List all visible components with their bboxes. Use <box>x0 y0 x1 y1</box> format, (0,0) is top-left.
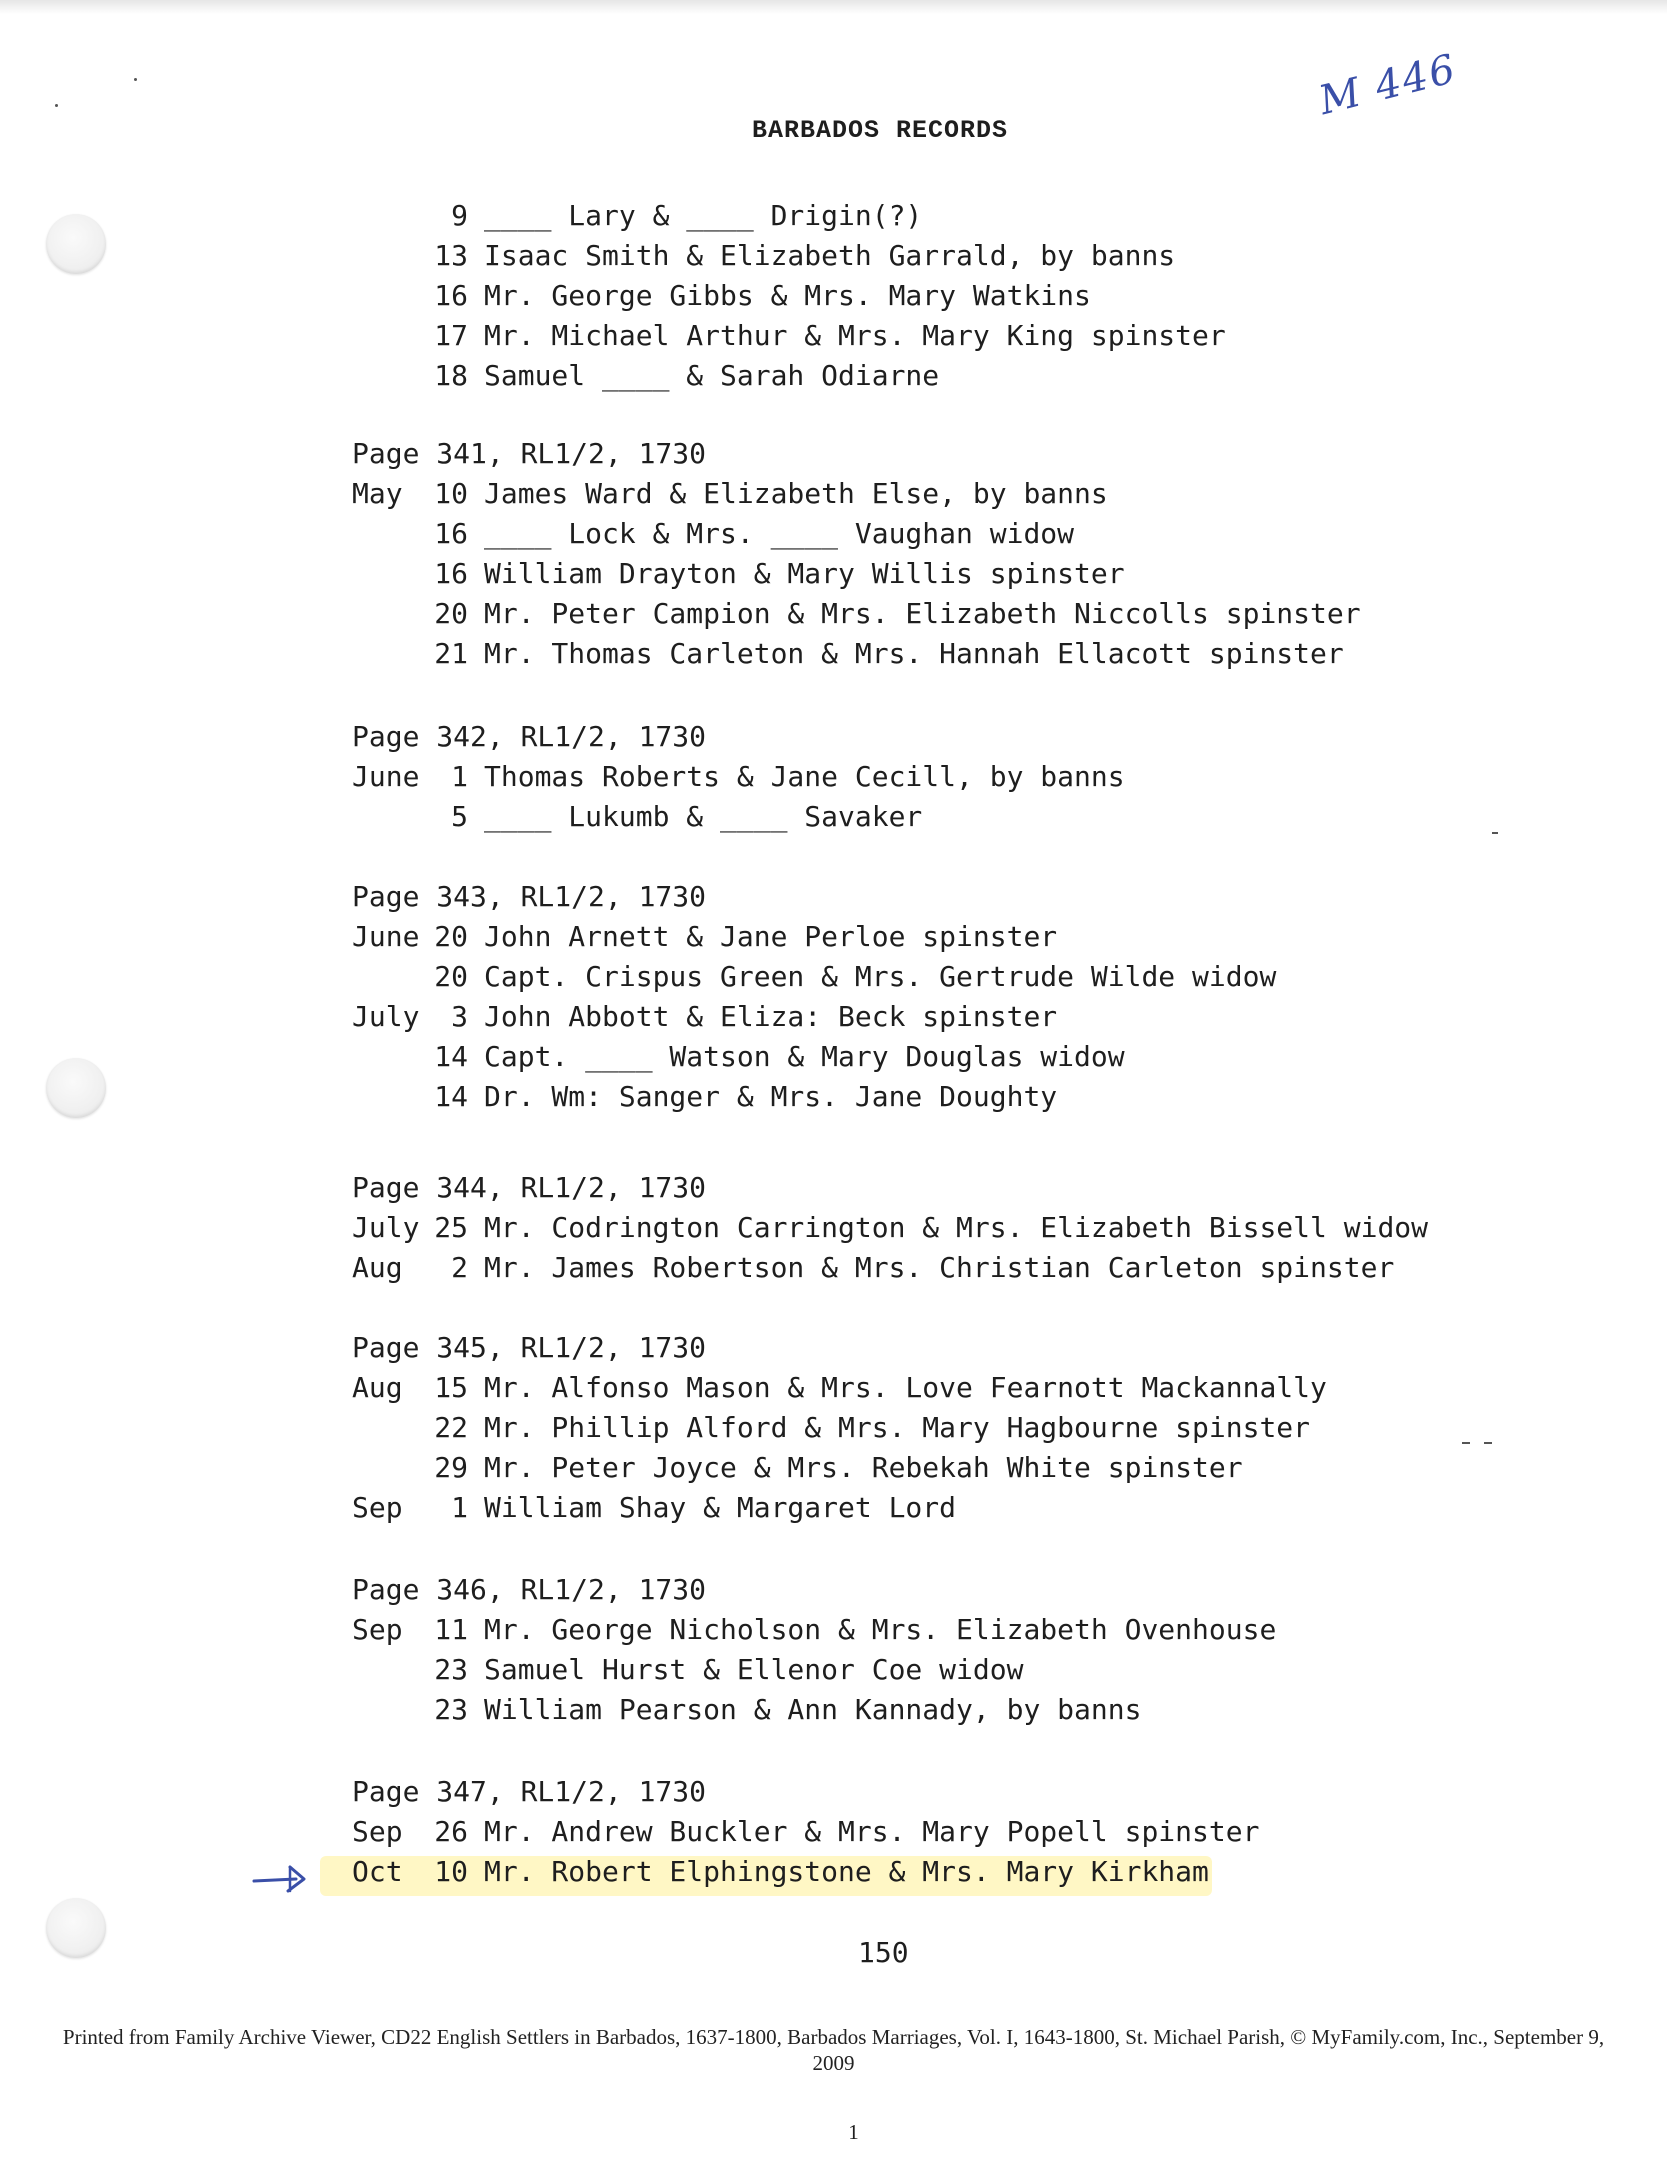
handwritten-arrow-icon <box>252 1863 312 1895</box>
entry-day: 1 <box>451 760 468 793</box>
entry-month: Aug <box>352 1371 403 1404</box>
entry-text: Mr. James Robertson & Mrs. Christian Carleton spinster <box>484 1251 1395 1284</box>
entry-text: Mr. Codrington Carrington & Mrs. Elizabeth Bissell widow <box>484 1211 1429 1244</box>
scan-speck <box>55 104 58 107</box>
entry-day: 16 <box>434 279 468 312</box>
entry-day: 2 <box>451 1251 468 1284</box>
entry-text: Dr. Wm: Sanger & Mrs. Jane Doughty <box>484 1080 1058 1113</box>
entry-text: Samuel ____ & Sarah Odiarne <box>484 359 940 392</box>
entry-day: 5 <box>451 800 468 833</box>
document-title: BARBADOS RECORDS <box>752 116 1009 145</box>
entry-month: May <box>352 477 403 510</box>
scan-speck <box>1462 1442 1470 1444</box>
entry-text: Capt. ____ Watson & Mary Douglas widow <box>484 1040 1125 1073</box>
entry-day: 14 <box>434 1040 468 1073</box>
entry-day: 17 <box>434 319 468 352</box>
entry-text: Capt. Crispus Green & Mrs. Gertrude Wilde widow <box>484 960 1277 993</box>
page-number: 150 <box>858 1936 909 1969</box>
entry-text: William Pearson & Ann Kannady, by banns <box>484 1693 1142 1726</box>
entry-month: June <box>352 920 420 953</box>
entry-day: 13 <box>434 239 468 272</box>
entry-day: 9 <box>451 199 468 232</box>
entry-text: John Abbott & Eliza: Beck spinster <box>484 1000 1058 1033</box>
scan-speck <box>1484 1442 1492 1444</box>
entry-day: 11 <box>434 1613 468 1646</box>
entry-month: Sep <box>352 1491 403 1524</box>
entry-text: ____ Lukumb & ____ Savaker <box>484 800 923 833</box>
entry-text: ____ Lary & ____ Drigin(?) <box>484 199 923 232</box>
entry-text: Mr. Alfonso Mason & Mrs. Love Fearnott Mackannally <box>484 1371 1327 1404</box>
page-section-header: Page 347, RL1/2, 1730 <box>352 1775 707 1808</box>
entry-day: 23 <box>434 1693 468 1726</box>
entry-day: 20 <box>434 960 468 993</box>
entry-day: 26 <box>434 1815 468 1848</box>
entry-text: Mr. George Gibbs & Mrs. Mary Watkins <box>484 279 1091 312</box>
page-section-header: Page 342, RL1/2, 1730 <box>352 720 707 753</box>
entry-month: Oct <box>352 1855 403 1888</box>
scan-speck <box>1492 832 1498 834</box>
print-footer: Printed from Family Archive Viewer, CD22 English Settlers in Barbados, 1637-1800, Barbados Marriages, Vol. I, 1643-1800, St. Michael Parish, © MyFamily.com, Inc., September 9, 2009 <box>62 2025 1605 2075</box>
scan-speck <box>134 78 137 81</box>
entry-day: 20 <box>434 920 468 953</box>
entry-text: Mr. Thomas Carleton & Mrs. Hannah Ellacott spinster <box>484 637 1344 670</box>
entry-text: Isaac Smith & Elizabeth Garrald, by banns <box>484 239 1176 272</box>
entry-month: Sep <box>352 1613 403 1646</box>
entry-text: Mr. George Nicholson & Mrs. Elizabeth Ovenhouse <box>484 1613 1277 1646</box>
entry-text: Mr. Peter Joyce & Mrs. Rebekah White spinster <box>484 1451 1243 1484</box>
entry-day: 25 <box>434 1211 468 1244</box>
entry-text: William Drayton & Mary Willis spinster <box>484 557 1125 590</box>
entry-text: Mr. Peter Campion & Mrs. Elizabeth Niccolls spinster <box>484 597 1361 630</box>
entry-text: James Ward & Elizabeth Else, by banns <box>484 477 1108 510</box>
entry-month: Sep <box>352 1815 403 1848</box>
binder-hole-top <box>46 214 106 274</box>
entry-day: 15 <box>434 1371 468 1404</box>
page-section-header: Page 341, RL1/2, 1730 <box>352 437 707 470</box>
print-page-number: 1 <box>848 2120 859 2144</box>
entry-day: 23 <box>434 1653 468 1686</box>
entry-day: 10 <box>434 477 468 510</box>
entry-text: Mr. Robert Elphingstone & Mrs. Mary Kirkham <box>484 1855 1209 1888</box>
entry-day: 21 <box>434 637 468 670</box>
entry-month: July <box>352 1000 420 1033</box>
binder-hole-middle <box>46 1058 106 1118</box>
scan-edge-shadow <box>0 0 1667 14</box>
entry-day: 3 <box>451 1000 468 1033</box>
entry-text: Mr. Michael Arthur & Mrs. Mary King spinster <box>484 319 1226 352</box>
page-section-header: Page 345, RL1/2, 1730 <box>352 1331 707 1364</box>
entry-month: July <box>352 1211 420 1244</box>
entry-text: Thomas Roberts & Jane Cecill, by banns <box>484 760 1125 793</box>
entry-text: Samuel Hurst & Ellenor Coe widow <box>484 1653 1024 1686</box>
entry-day: 10 <box>434 1855 468 1888</box>
entry-month: June <box>352 760 420 793</box>
page-section-header: Page 344, RL1/2, 1730 <box>352 1171 707 1204</box>
entry-day: 14 <box>434 1080 468 1113</box>
page-section-header: Page 343, RL1/2, 1730 <box>352 880 707 913</box>
handwritten-annotation: M 446 <box>1314 45 1462 125</box>
entry-day: 22 <box>434 1411 468 1444</box>
entry-text: John Arnett & Jane Perloe spinster <box>484 920 1058 953</box>
entry-text: Mr. Phillip Alford & Mrs. Mary Hagbourne spinster <box>484 1411 1311 1444</box>
entry-day: 18 <box>434 359 468 392</box>
entry-day: 1 <box>451 1491 468 1524</box>
binder-hole-bottom <box>46 1898 106 1958</box>
entry-text: Mr. Andrew Buckler & Mrs. Mary Popell spinster <box>484 1815 1260 1848</box>
entry-day: 29 <box>434 1451 468 1484</box>
entry-text: William Shay & Margaret Lord <box>484 1491 957 1524</box>
entry-text: ____ Lock & Mrs. ____ Vaughan widow <box>484 517 1075 550</box>
entry-month: Aug <box>352 1251 403 1284</box>
entry-day: 16 <box>434 557 468 590</box>
entry-day: 20 <box>434 597 468 630</box>
entry-day: 16 <box>434 517 468 550</box>
page-section-header: Page 346, RL1/2, 1730 <box>352 1573 707 1606</box>
